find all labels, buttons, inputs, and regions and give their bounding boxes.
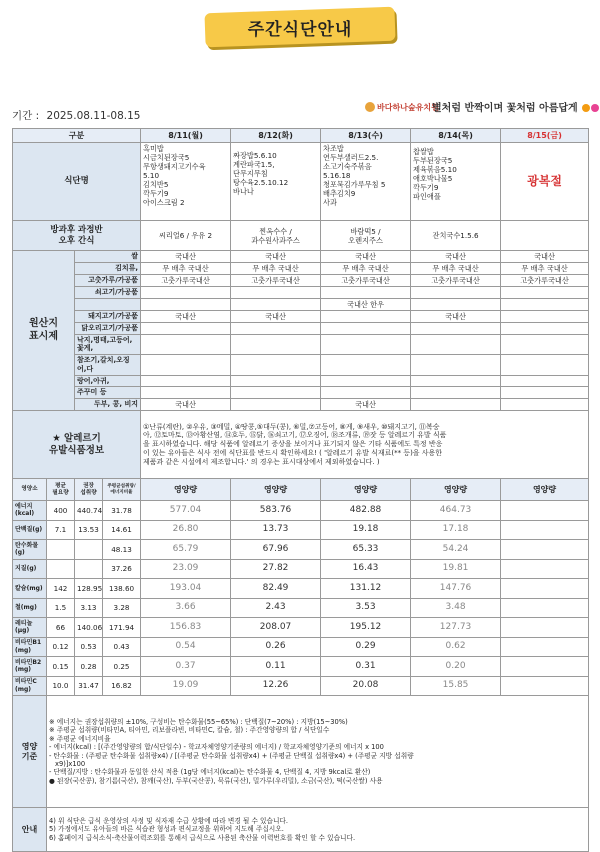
nutrient-week: 3.28: [103, 598, 141, 618]
origin-cell: [501, 298, 589, 310]
origin-cell: [231, 298, 321, 310]
nut-header: [75, 479, 103, 501]
nutrient-unit: (g): [15, 549, 25, 557]
nutrient-rec: 128.95: [75, 579, 103, 599]
nutrient-day-value: 464.73: [411, 501, 501, 521]
origin-cell: 국내산: [231, 310, 321, 322]
origin-cell: [141, 387, 231, 399]
origin-cell: 무 배추 국내산: [231, 263, 321, 275]
origin-row-label: 쌀: [75, 251, 141, 263]
nutrient-day-value: 3.66: [141, 598, 231, 618]
nutrient-day-value: 147.76: [411, 579, 501, 599]
menu-item: 연두부샐러드2.5.: [323, 153, 379, 162]
origin-row-label: 닭오리고기/가공품: [75, 322, 141, 334]
nutrient-week: 138.60: [103, 579, 141, 599]
snack-cell: [501, 221, 589, 251]
origin-cell: [321, 322, 411, 334]
allergy-line: 아, ⑫토마토, ⑬아황산염, ⑭호두, ⑮닭, ⑯쇠고기, ⑰오징어, ⑱조개류, ⑲잣 등 알레르기 유발 식품: [143, 431, 447, 440]
allergy-label-line: 유발식품정보: [48, 444, 105, 456]
origin-cell: [141, 375, 231, 387]
snack-label-line: 방과후 과정반: [50, 224, 103, 235]
menu-item: 배추김치9: [323, 189, 356, 198]
menu-item: 소고기숙주볶음: [323, 162, 372, 171]
menu-item: 깍두기9: [413, 183, 439, 192]
menu-item: 계란파국1.5,: [233, 160, 275, 169]
day-header: 8/11(월): [141, 129, 231, 143]
notice-info: [47, 808, 589, 852]
nutrient-day-value: 195.12: [321, 618, 411, 638]
period-label: 기간 :: [12, 110, 40, 122]
origin-cell: [411, 298, 501, 310]
standard-line: ● 된장(국산콩), 참기름(국산), 참깨(국산), 두부(국산콩), 묵류(국산), 밀가루(우리밀), 소금(국산), 떡(국산쌀) 사용: [49, 776, 383, 785]
nutrient-week: 14.61: [103, 520, 141, 540]
origin-cell: [321, 375, 411, 387]
nutrition-row: [13, 520, 589, 540]
nutrient-day-value: [501, 520, 589, 540]
nutrient-day-value: 3.53: [321, 598, 411, 618]
nutrient-day-value: 20.08: [321, 676, 411, 696]
snack-label-line: 오후 간식: [58, 235, 95, 246]
origin-row-label: 김치류,: [75, 263, 141, 275]
origin-row-label: 랑어,아귀,: [75, 375, 141, 387]
origin-cell: [411, 287, 501, 299]
nutrient-day-value: 208.07: [231, 618, 321, 638]
origin-cell: 무 배추 국내산: [141, 263, 231, 275]
nutrient-avg: [47, 559, 75, 579]
menu-item: 애호박나물5: [413, 174, 453, 183]
day-header: 8/15(금): [501, 129, 589, 143]
menu-item: 파인애플: [413, 192, 441, 201]
menu-item: 사과: [323, 198, 337, 207]
nutrient-day-value: [501, 501, 589, 521]
standard-label: [13, 696, 47, 808]
nutrient-name: [13, 540, 47, 560]
nutrient-name: [13, 501, 47, 521]
nutrient-name-text: 비타민B1: [15, 639, 42, 647]
nutrient-unit: (kcal): [15, 510, 35, 518]
nutrient-week: 31.78: [103, 501, 141, 521]
allergy-line: 이 있는 유아들은 식사 전에 식단표를 반드시 확인하세요! ( '알레르기 유발 식재료(** 등)을 사용한: [143, 448, 443, 457]
nutrient-day-value: [501, 637, 589, 657]
origin-label-line: 표시제: [29, 330, 58, 342]
standard-line: - 에너지(kcal) : [(주간영양량의 합/식단일수) - 학교자체영양기준량의 에너지) / 학교자체영양기준의 에너지 x 100: [49, 743, 384, 752]
origin-row-label: 낙지,명태,고등어,꽃게,: [75, 334, 141, 355]
nutrient-avg: 400: [47, 501, 75, 521]
nut-header-line: 섭취량: [80, 489, 97, 496]
title-banner: [205, 6, 395, 46]
nut-header: 영양소: [13, 479, 47, 501]
allergy-line: 제품과 같은 시설에서 제조합니다.' 의 경우는 표시대상에서 제외하였습니다. ): [143, 457, 380, 466]
origin-cell: [231, 287, 321, 299]
nutrient-rec: 31.47: [75, 676, 103, 696]
origin-cell: [141, 287, 231, 299]
standard-line: x9)]x100: [55, 759, 86, 768]
standard-label-line: 기준: [21, 751, 38, 761]
menu-item: 짜장밥5.6.10: [233, 151, 277, 160]
snack-label: [13, 221, 141, 251]
nutrition-body: [13, 501, 589, 696]
nutrient-day-value: [501, 540, 589, 560]
holiday-cell: 광복절: [501, 143, 589, 221]
nutrient-name-text: 비타민C: [15, 678, 37, 686]
allergy-line: 을 표시하였습니다. 해당 식품에 알레르기 증상을 보이거나 표기되지 않은 기타 식품에도 특정 반응: [143, 440, 443, 449]
origin-cell: [501, 334, 589, 355]
standard-line: ※ 에너지는 권장섭취량의 ±10%, 구성비는 탄수화물(55~65%) : 단백질(7~20%) : 지방(15~30%): [49, 718, 348, 726]
nutrition-row: [13, 540, 589, 560]
nutrient-name: [13, 676, 47, 696]
nutrient-avg: [47, 540, 75, 560]
nutrition-row: [13, 637, 589, 657]
flower-icon: [582, 104, 590, 112]
menu-item: 깍두기9: [143, 189, 169, 198]
nut-header-line: 평균: [55, 482, 66, 489]
origin-cell: 국내산: [141, 399, 231, 411]
origin-cell: [411, 387, 501, 399]
origin-cell: [231, 322, 321, 334]
nutrient-rec: [75, 540, 103, 560]
menu-label: 식단명: [13, 143, 141, 221]
origin-cell: 고춧가루국내산: [231, 275, 321, 287]
standard-line: - 탄수화물 : (주평균 탄수화물 섭취량x4) / [(주평균 탄수화물 섭취량x4) + (주평균 단백질 섭취량x4) + (주평균 지방 섭취량: [49, 751, 414, 760]
menu-item: 제육볶음5.10: [413, 165, 457, 174]
nutrient-day-value: [501, 598, 589, 618]
nutrient-day-value: 0.11: [231, 657, 321, 677]
nutrient-name-text: 에너지: [15, 502, 33, 510]
col-header-label: 구분: [13, 129, 141, 143]
notice-label: 안내: [13, 808, 47, 852]
nutrient-day-value: 19.09: [141, 676, 231, 696]
nutrient-day-value: 131.12: [321, 579, 411, 599]
standard-info: [47, 696, 589, 808]
notice-line: 4) 위 식단은 급식 운영상의 사정 및 식자재 수급 상황에 따라 변경 될 수 있습니다.: [49, 816, 289, 825]
period-value: 2025.08.11-08.15: [46, 110, 141, 122]
kindergarten-name: 바다하나숲유치원: [377, 102, 439, 112]
nutrition-row: [13, 559, 589, 579]
nut-header-line: 에너지비율: [110, 489, 133, 495]
nutrient-rec: 0.28: [75, 657, 103, 677]
nutrient-rec: 13.53: [75, 520, 103, 540]
menu-item: 김치반5: [143, 180, 169, 189]
origin-cell: 국내산 한우: [321, 298, 411, 310]
nutrient-week: 48.13: [103, 540, 141, 560]
nutrient-day-value: 54.24: [411, 540, 501, 560]
menu-cell: [321, 143, 411, 221]
menu-item: 5.10: [143, 171, 160, 180]
origin-cell: [231, 355, 321, 376]
menu-item: 청포묵김가루무침 5: [323, 180, 386, 189]
menu-item: 5.16.18: [323, 171, 351, 180]
nutrient-day-value: 193.04: [141, 579, 231, 599]
nutrient-day-value: 0.20: [411, 657, 501, 677]
nutrient-day-value: 577.04: [141, 501, 231, 521]
nutrition-row: [13, 598, 589, 618]
menu-item: 두부된장국5: [413, 156, 453, 165]
nutrition-row: [13, 618, 589, 638]
flower-icon: [591, 104, 599, 112]
nut-header-line: 권장: [83, 482, 94, 489]
nut-header: 영양량: [501, 479, 589, 501]
nutrient-day-value: 0.29: [321, 637, 411, 657]
origin-cell: 무 배추 국내산: [321, 263, 411, 275]
nutrient-day-value: 67.96: [231, 540, 321, 560]
origin-cell: 고춧가루국내산: [411, 275, 501, 287]
menu-cell: [411, 143, 501, 221]
day-header: 8/14(목): [411, 129, 501, 143]
nutrient-day-value: 23.09: [141, 559, 231, 579]
nutrient-avg: 7.1: [47, 520, 75, 540]
allergy-info: [141, 411, 589, 479]
notice-line: 5) 가정에서도 유아들의 바른 식습관 형성과 편식교정을 위하여 지도해 주십시오.: [49, 825, 284, 834]
nutrient-day-value: [501, 559, 589, 579]
menu-item: 탕수육2.5.10.12: [233, 178, 289, 187]
nut-header-line: 필요량: [52, 489, 69, 496]
origin-cell: [141, 355, 231, 376]
allergy-line: ①난류(계란), ②우유, ③메밀, ④땅콩,⑤대두(콩), ⑥밀,⑦고등어, ⑧게, ⑨새우, ⑩돼지고기, ⑪복숭: [143, 422, 440, 431]
origin-cell: [231, 334, 321, 355]
origin-row-label: 참조기,갈치,오징어,다: [75, 355, 141, 376]
nutrient-rec: 3.13: [75, 598, 103, 618]
nutrient-day-value: 19.18: [321, 520, 411, 540]
nutrient-name: [13, 598, 47, 618]
nut-header: 영양량: [321, 479, 411, 501]
nutrient-day-value: 12.26: [231, 676, 321, 696]
origin-cell: [501, 355, 589, 376]
origin-cell: [501, 310, 589, 322]
origin-cell: [411, 355, 501, 376]
nutrient-name-text: 지질(g): [15, 565, 37, 572]
kindergarten-logo: [365, 100, 439, 114]
origin-row-label: 고춧가루/가공품: [75, 275, 141, 287]
nutrient-day-value: 0.31: [321, 657, 411, 677]
nutrient-avg: 66: [47, 618, 75, 638]
nutrient-day-value: [501, 657, 589, 677]
menu-item: 흑미밥: [143, 144, 164, 153]
snack-cell: [321, 221, 411, 251]
nutrient-name-text: 탄수화물: [15, 541, 39, 549]
nutrient-day-value: [501, 676, 589, 696]
nut-header: 영양량: [141, 479, 231, 501]
day-header: 8/12(화): [231, 129, 321, 143]
nutrient-day-value: 0.62: [411, 637, 501, 657]
nutrient-day-value: 17.18: [411, 520, 501, 540]
origin-cell: 국내산: [141, 251, 231, 263]
origin-row-label: [75, 298, 141, 310]
menu-item: 차조밥: [323, 144, 344, 153]
nutrition-row: [13, 657, 589, 677]
origin-label: [13, 251, 75, 411]
period: [12, 108, 140, 123]
nutrient-day-value: 13.73: [231, 520, 321, 540]
nutrient-day-value: 0.37: [141, 657, 231, 677]
origin-cell: [501, 322, 589, 334]
origin-cell: [321, 387, 411, 399]
origin-cell: 국내산: [231, 251, 321, 263]
notice-line: 6) 홈페이지 급식소식-축산물이력조회를 통해서 급식으로 사용된 축산물 이력번호를 확인 할 수 있습니다.: [49, 833, 356, 842]
menu-item: 찹쌀밥: [413, 147, 434, 156]
nutrient-day-value: 2.43: [231, 598, 321, 618]
menu-table: [12, 128, 589, 852]
nutrient-day-value: 65.33: [321, 540, 411, 560]
nutrient-day-value: 82.49: [231, 579, 321, 599]
slogan: [432, 99, 599, 114]
nutrient-week: 0.25: [103, 657, 141, 677]
nut-header-line: 주평균섭취량/: [107, 483, 136, 489]
snack-line: 찐옥수수 /: [259, 226, 292, 236]
nutrition-row: [13, 676, 589, 696]
origin-row-label: 쇠고기/가공품: [75, 287, 141, 299]
nut-header: [103, 479, 141, 501]
nutrient-rec: 0.53: [75, 637, 103, 657]
menu-item: 아이스크림 2: [143, 198, 185, 207]
menu-item: 무항생돼지고기수육: [143, 162, 206, 171]
snack-cell: 잔치국수1.5.6: [411, 221, 501, 251]
day-header: 8/13(수): [321, 129, 411, 143]
nutrient-day-value: 0.54: [141, 637, 231, 657]
nutrient-day-value: 3.48: [411, 598, 501, 618]
origin-cell: 국내산: [321, 399, 411, 411]
nutrient-week: 171.94: [103, 618, 141, 638]
menu-item: 단무지무침: [233, 169, 268, 178]
allergy-label-line: ★ 알레르기: [52, 432, 101, 444]
origin-cell: [411, 322, 501, 334]
nutrient-week: 16.82: [103, 676, 141, 696]
page-title: 주간식단안내: [247, 20, 353, 40]
nutrient-avg: 0.12: [47, 637, 75, 657]
nutrient-day-value: 127.73: [411, 618, 501, 638]
nutrient-day-value: 0.26: [231, 637, 321, 657]
nutrient-name: [13, 637, 47, 657]
origin-cell: [231, 399, 321, 411]
nutrient-rec: 140.06: [75, 618, 103, 638]
origin-cell: 고춧가루국내산: [321, 275, 411, 287]
origin-cell: 국내산: [141, 310, 231, 322]
nutrient-avg: 142: [47, 579, 75, 599]
origin-cell: 국내산: [411, 310, 501, 322]
nutrient-day-value: 15.85: [411, 676, 501, 696]
nutrient-unit: (mg): [15, 666, 32, 674]
origin-cell: 무 배추 국내산: [501, 263, 589, 275]
nutrient-name-text: 칼슘(mg): [15, 584, 43, 592]
origin-cell: 국내산: [411, 251, 501, 263]
origin-cell: [141, 298, 231, 310]
nutrient-name: [13, 657, 47, 677]
nutrient-avg: 0.15: [47, 657, 75, 677]
origin-row-label: 돼지고기/가공품: [75, 310, 141, 322]
nutrient-unit: (mg): [15, 646, 32, 654]
nutrient-avg: 1.5: [47, 598, 75, 618]
snack-cell: 씨리얼6 / 우유 2: [141, 221, 231, 251]
nutrient-name-text: 레티놀(μg): [15, 619, 33, 635]
menu-item: 바나나: [233, 187, 254, 196]
menu-cell: [141, 143, 231, 221]
menu-cell: [231, 143, 321, 221]
nutrient-day-value: [501, 618, 589, 638]
origin-cell: [411, 399, 501, 411]
standard-line: ※ 주평균 섭취량(비타민A, 티아민, 리보플라빈, 비타민C, 칼슘, 철) : 주간영양량의 합 / 식단일수: [49, 726, 330, 735]
nut-header: [47, 479, 75, 501]
snack-line: 과수원사과주스: [251, 235, 300, 245]
nutrient-day-value: 27.82: [231, 559, 321, 579]
nutrient-rec: 440.74: [75, 501, 103, 521]
origin-cell: 무 배추 국내산: [411, 263, 501, 275]
snack-cell: [231, 221, 321, 251]
nutrient-name-text: 단백질(g): [15, 526, 43, 533]
origin-cell: [321, 287, 411, 299]
snack-line: 바람떡5 /: [350, 226, 381, 236]
origin-cell: [321, 310, 411, 322]
nutrient-day-value: 16.43: [321, 559, 411, 579]
origin-cell: [231, 387, 321, 399]
origin-cell: [501, 399, 589, 411]
nutrient-day-value: 583.76: [231, 501, 321, 521]
nutrient-week: 0.43: [103, 637, 141, 657]
origin-row-label: 두부, 콩, 비지: [75, 399, 141, 411]
origin-cell: [411, 334, 501, 355]
nutrient-name: [13, 520, 47, 540]
nutrient-day-value: 156.83: [141, 618, 231, 638]
origin-cell: [321, 355, 411, 376]
nutrient-name-text: 비타민B2: [15, 658, 42, 666]
nutrient-rec: [75, 559, 103, 579]
origin-cell: 고춧가루국내산: [501, 275, 589, 287]
origin-cell: [501, 387, 589, 399]
origin-cell: [141, 322, 231, 334]
nutrient-name: [13, 579, 47, 599]
origin-label-line: 원산지: [29, 318, 58, 329]
allergy-label: [13, 411, 141, 479]
origin-cell: [141, 334, 231, 355]
origin-cell: 국내산: [501, 251, 589, 263]
origin-cell: [231, 375, 321, 387]
standard-label-line: 영양: [21, 741, 38, 751]
origin-row-label: 주꾸미 등: [75, 387, 141, 399]
nutrient-week: 37.26: [103, 559, 141, 579]
nutrient-name: [13, 559, 47, 579]
nutrient-day-value: 26.80: [141, 520, 231, 540]
origin-cell: [411, 375, 501, 387]
nut-header: 영양량: [411, 479, 501, 501]
standard-line: - 단백질/지방 : 탄수화물과 동일한 산식 적용 (1g당 에너지(kcal)는 탄수화물 4, 단백질 4, 지방 9kcal로 환산): [49, 768, 371, 777]
nutrient-unit: (mg): [15, 685, 32, 693]
menu-item: 시금치된장국5: [143, 153, 190, 162]
nut-header: 영양량: [231, 479, 321, 501]
logo-icon: [365, 102, 375, 112]
standard-line: ※ 주평균 에너지비율: [49, 734, 111, 743]
nutrient-day-value: 65.79: [141, 540, 231, 560]
nutrition-row: [13, 579, 589, 599]
slogan-text: 별처럼 반짝이며 꽃처럼 아름답게: [432, 103, 578, 114]
nutrient-day-value: 19.81: [411, 559, 501, 579]
origin-cell: 국내산: [321, 251, 411, 263]
nutrient-day-value: 482.88: [321, 501, 411, 521]
nutrient-name: [13, 618, 47, 638]
origin-cell: [321, 334, 411, 355]
nutrient-name-text: 철(mg): [15, 604, 37, 611]
snack-line: 오렌지주스: [348, 235, 383, 245]
nutrient-day-value: [501, 579, 589, 599]
origin-cell: [501, 375, 589, 387]
nutrient-avg: 10.0: [47, 676, 75, 696]
nutrition-row: [13, 501, 589, 521]
origin-cell: [501, 287, 589, 299]
origin-cell: 고춧가루국내산: [141, 275, 231, 287]
